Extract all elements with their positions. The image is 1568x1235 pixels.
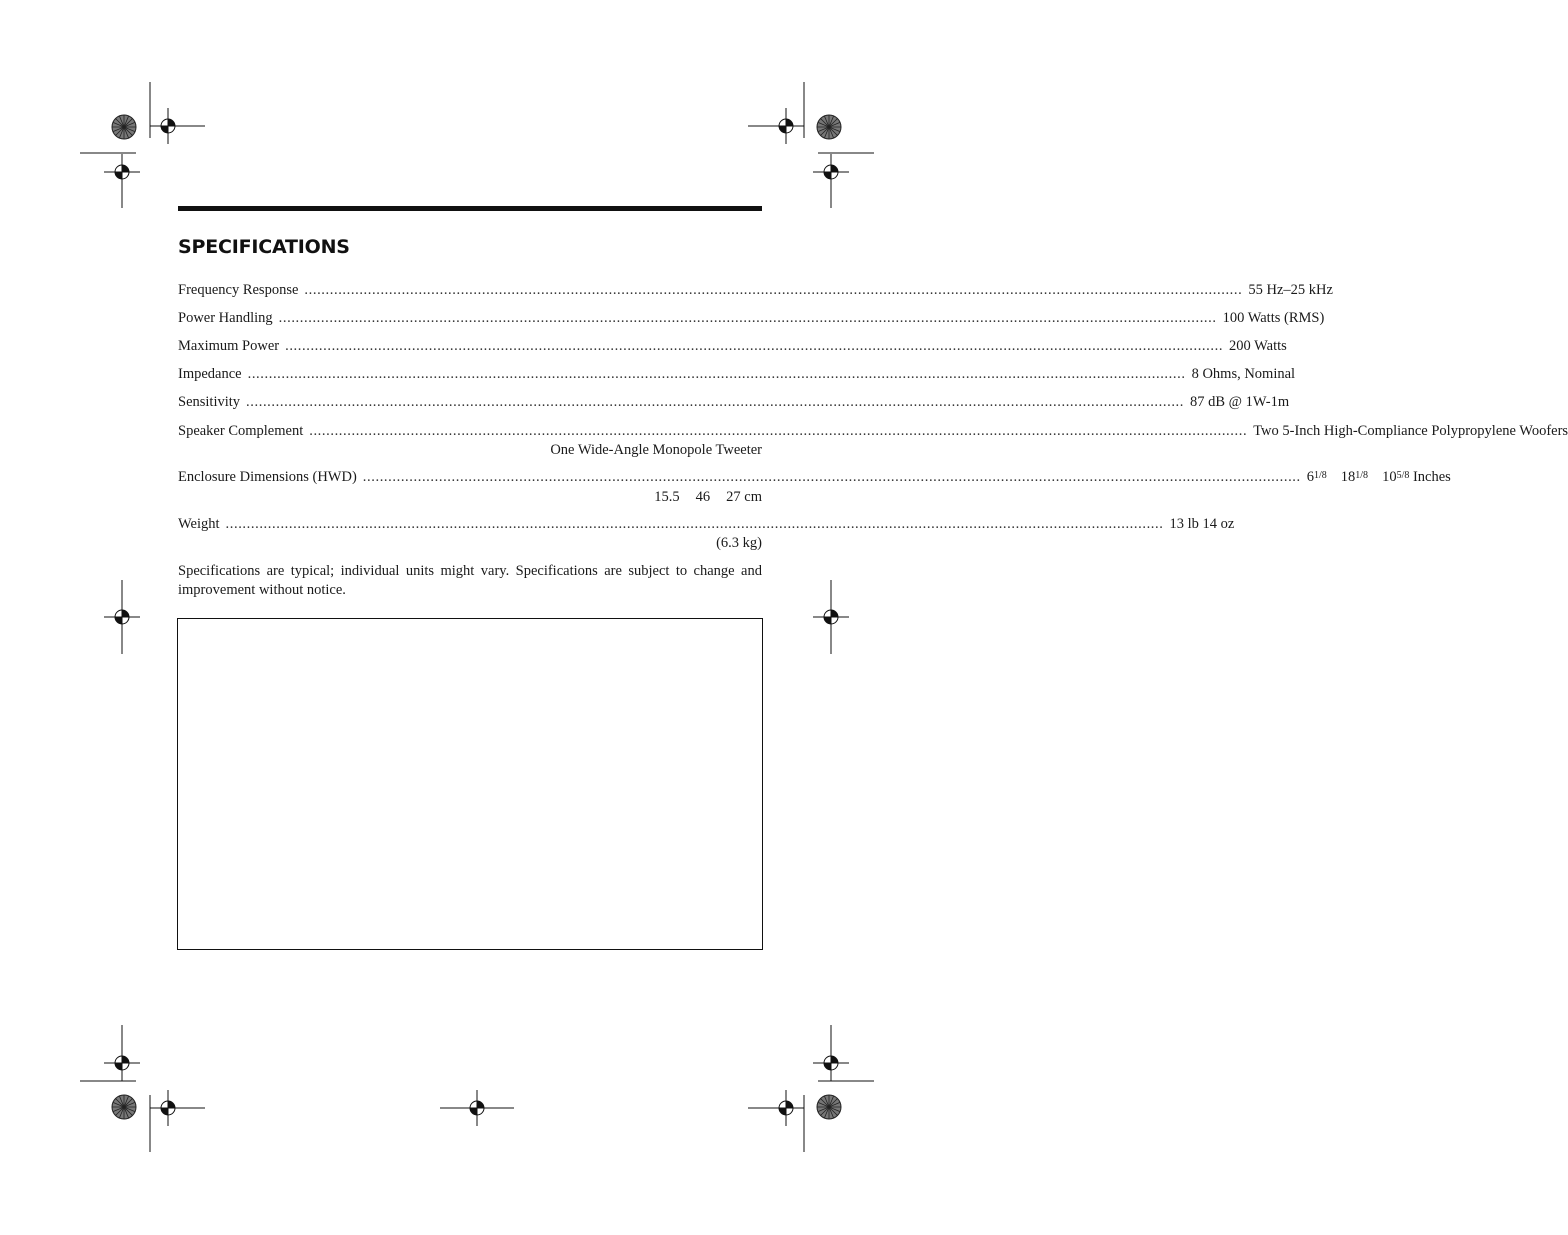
dimensions-inches [1307,468,1451,488]
spec-label: Frequency Response [178,282,299,298]
dot-leader: .............................................................................................................................................................................................................................. [309,423,1248,439]
width-cm: 46 [695,489,711,505]
spec-label: Weight [178,516,220,532]
dot-leader: .............................................................................................................................................................................................................................. [362,469,1301,485]
depth-cm: 27 [726,489,741,505]
width-inches: 18 [1340,469,1356,485]
spec-enclosure-dimensions [178,468,1451,507]
spec-label: Speaker Complement [178,423,304,439]
spec-label: Power Handling [178,310,273,326]
spec-maximum-power [178,337,1287,356]
spec-label: Enclosure Dimensions (HWD) [178,469,357,485]
empty-notes-box [177,618,763,950]
dot-leader: .............................................................................................................................................................................................................................. [247,366,1186,382]
spec-value: 8 Ohms, Nominal [1191,366,1296,382]
height-inches: 6 [1306,469,1314,485]
dot-leader: .............................................................................................................................................................................................................................. [285,338,1224,354]
height-fraction: 1/8 [1314,470,1327,481]
depth-fraction: 5/8 [1396,470,1410,481]
height-cm: 15.5 [654,489,680,505]
spec-power-handling [178,309,1325,328]
specifications-note: Specifications are typical; individual units might vary. Specifications are subject to change and improvement without notice. [178,563,762,598]
spec-value: Two 5-Inch High-Compliance Polypropylene Woofers [1253,423,1568,439]
unit-cm: cm [744,489,762,505]
dot-leader: .............................................................................................................................................................................................................................. [304,282,1243,298]
spec-value-continued: One Wide-Angle Monopole Tweeter [550,442,762,458]
depth-inches: 10 [1382,469,1397,485]
spec-value-continued: (6.3 kg) [716,535,762,551]
spec-label: Sensitivity [178,394,241,410]
spec-weight [178,515,1235,553]
spec-value: 13 lb 14 oz [1169,516,1235,532]
spec-impedance [178,365,1296,384]
spec-label: Maximum Power [178,338,280,354]
spec-speaker-complement [178,422,1568,460]
dimensions-centimeters [178,488,762,507]
spec-frequency-response [178,281,1333,300]
header-rule [178,206,762,211]
unit-inches: Inches [1412,469,1451,485]
dot-leader: .............................................................................................................................................................................................................................. [225,516,1164,532]
width-fraction: 1/8 [1355,470,1369,481]
page-title: SPECIFICATIONS [178,236,350,258]
spec-label: Impedance [178,366,242,382]
spec-value: 55 Hz–25 kHz [1248,282,1333,298]
spec-value: 87 dB @ 1W-1m [1190,394,1290,410]
dot-leader: .............................................................................................................................................................................................................................. [246,394,1184,410]
spec-sensitivity [178,393,1290,412]
dot-leader: .............................................................................................................................................................................................................................. [278,310,1217,326]
spec-value: 100 Watts (RMS) [1222,310,1325,326]
spec-value: 200 Watts [1229,338,1287,354]
